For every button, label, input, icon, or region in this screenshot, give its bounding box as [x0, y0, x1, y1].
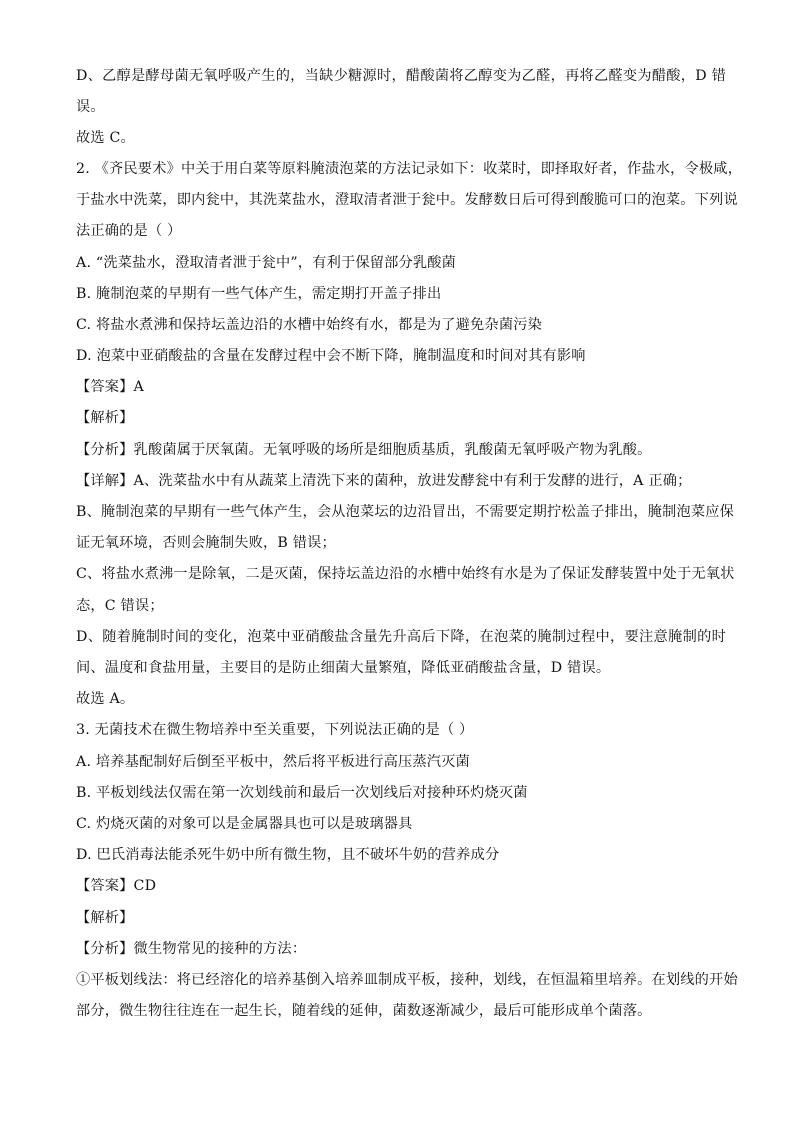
text-line: 部分，微生物往往连在一起生长，随着线的延伸，菌数逐渐减少，最后可能形成单个菌落。: [76, 1003, 652, 1019]
text-line: 法正确的是（ ）: [76, 223, 182, 239]
option-d: D. 巴氏消毒法能杀死牛奶中所有微生物，且不破坏牛奶的营养成分: [76, 847, 500, 863]
text-line: 故选 C。: [76, 130, 135, 146]
analysis-text: 【分析】乳酸菌属于厌氧菌。无氧呼吸的场所是细胞质基质，乳酸菌无氧呼吸产物为乳酸。: [76, 442, 652, 458]
text-line: D、随着腌制时间的变化，泡菜中亚硝酸盐含量先升高后下降，在泡菜的腌制过程中，要注意腌制的时: [76, 629, 726, 645]
text-line: C、将盐水煮沸一是除氧，二是灭菌，保持坛盖边沿的水槽中始终有水是为了保证发酵装置中处于无氧状: [76, 566, 735, 582]
text-line: 故选 A。: [76, 691, 135, 707]
option-c: C. 灼烧灭菌的对象可以是金属器具也可以是玻璃器具: [76, 816, 413, 832]
text-line: ①平板划线法：将已经溶化的培养基倒入培养皿制成平板，接种，划线，在恒温箱里培养。在划线的开始: [76, 972, 738, 988]
answer-label: 【答案】CD: [76, 878, 157, 894]
option-b: B. 腌制泡菜的早期有一些气体产生，需定期打开盖子排出: [76, 286, 442, 302]
text-line: 证无氧环境，否则会腌制失败，B 错误；: [76, 535, 336, 551]
text-line: B、腌制泡菜的早期有一些气体产生，会从泡菜坛的边沿冒出，不需要定期拧松盖子排出，腌制泡菜应保: [76, 504, 735, 520]
text-line: 态，C 错误；: [76, 598, 164, 614]
detail-text: 【详解】A、洗菜盐水中有从蔬菜上清洗下来的菌种，放进发酵瓮中有利于发酵的进行，A 正确；: [76, 473, 692, 489]
question-2-stem: 2. 《齐民要术》中关于用白菜等原料腌渍泡菜的方法记录如下：收菜时，即择取好者，作盐水，令极咸，: [76, 161, 743, 177]
option-c: C. 将盐水煮沸和保持坛盖边沿的水槽中始终有水，都是为了避免杂菌污染: [76, 317, 542, 333]
option-a: A. “洗菜盐水，澄取清者泄于瓮中”，有利于保留部分乳酸菌: [76, 255, 457, 271]
analysis-label: 【解析】: [76, 910, 134, 926]
analysis-text: 【分析】微生物常见的接种的方法：: [76, 941, 307, 957]
text-line: D、乙醇是酵母菌无氧呼吸产生的，当缺少糖源时，醋酸菌将乙醇变为乙醛，再将乙醛变为醋酸，D 错: [76, 68, 726, 84]
option-a: A. 培养基配制好后倒至平板中，然后将平板进行高压蒸汽灭菌: [76, 754, 470, 770]
question-3-stem: 3. 无菌技术在微生物培养中至关重要，下列说法正确的是（ ）: [76, 722, 474, 738]
text-line: 间、温度和食盐用量，主要目的是防止细菌大量繁殖，降低亚硝酸盐含量，D 错误。: [76, 660, 611, 676]
answer-label: 【答案】A: [76, 379, 144, 395]
option-b: B. 平板划线法仅需在第一次划线前和最后一次划线后对接种环灼烧灭菌: [76, 785, 528, 801]
option-d: D. 泡菜中亚硝酸盐的含量在发酵过程中会不断下降，腌制温度和时间对其有影响: [76, 348, 586, 364]
text-line: 于盐水中洗菜，即内瓮中，其洗菜盐水，澄取清者泄于瓮中。发酵数日后可得到酸脆可口的泡菜。下列说: [76, 192, 738, 208]
text-line: 误。: [76, 99, 105, 115]
analysis-label: 【解析】: [76, 410, 134, 426]
